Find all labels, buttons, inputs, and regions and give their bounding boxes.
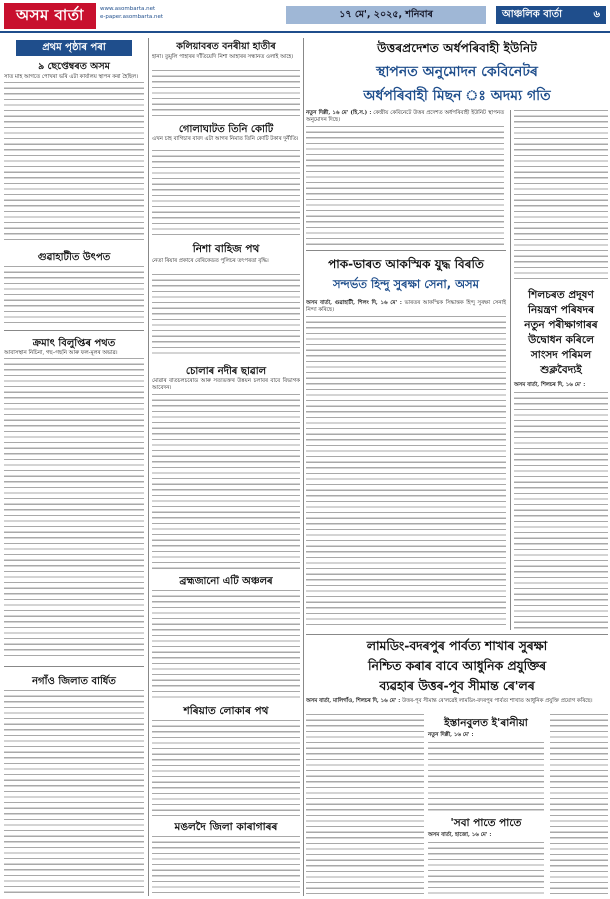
column-divider [303, 38, 304, 896]
banner-text: প্ৰথম পৃষ্ঠাৰ পৰা [42, 41, 106, 53]
headline-2-line-1[interactable]: পাক-ভাৰত আকস্মিক যুদ্ধ বিৰতি [328, 257, 484, 271]
story-4-body [4, 690, 144, 894]
headline-3-line-2[interactable]: নিশ্চিত কৰাৰ বাবে আধুনিক প্ৰযুক্তিৰ [367, 659, 547, 673]
headline-3-line-1[interactable]: লামডিং-বদৰপুৰ পাৰ্বত্য শাখাৰ সুৰক্ষা [366, 639, 548, 653]
story-tea-lead: মোৱাৰ বাতচলচৰোড আৰু সত্যভক্তৰ উন্নয়ন চলাবৰ বাবে বিভাগক আবেদন। [152, 378, 300, 392]
side-title-3[interactable]: নতুন পৰীক্ষাগাৰৰ [524, 319, 598, 331]
divider [4, 666, 144, 667]
epaper-url[interactable]: e-paper.asombarta.net [100, 14, 163, 20]
headline-1-line-2[interactable]: স্থাপনত অনুমোদন কেবিনেটৰ [376, 64, 538, 80]
headline-5[interactable]: 'সবা পাতে পাতে [450, 817, 522, 829]
story-1-lead: সাত মাহ আগতে পোখৰা ভৰি এটা কাৰ্যালয় স্থাপন কৰা হৈছিল। [4, 74, 139, 80]
story-2-dateline [306, 300, 506, 315]
divider [306, 250, 506, 251]
left-column [4, 38, 144, 896]
headline-2-body [306, 316, 506, 628]
story-3-body [4, 358, 144, 660]
story-tea-body [152, 394, 300, 570]
website-links [100, 5, 163, 21]
right-area [306, 38, 608, 896]
story-1-title[interactable]: ৯ ছেপ্তেম্বৰত অসম [38, 61, 110, 72]
side-title-5[interactable]: সাংসদ পৰিমল [530, 349, 592, 361]
headline-1-line-1[interactable]: উত্তৰপ্ৰদেশত অৰ্ধপৰিবাহী ইউনিট [377, 41, 537, 55]
lead-3: উত্তৰ-পূব সীমান্ত ৰে'লৱেই লামডিং-বদৰপুৰ পাৰ্বত্য শাখাত আধুনিক প্ৰযুক্তি প্ৰয়োগ কৰিছে। [401, 698, 593, 704]
story-1-dateline [306, 110, 504, 125]
story-1-body [4, 82, 144, 244]
dateline-1: নতুন দিল্লী, ১৬ মে' (হি.স.) : [306, 110, 372, 116]
divider [4, 330, 144, 331]
lead-2: ভাৰতৰ আকস্মিক সিদ্ধান্তক হিন্দু সুৰক্ষা সেনাই নিন্দা কৰিছে। [306, 300, 506, 314]
headline-4-body [428, 742, 544, 812]
website-url[interactable]: www.asombarta.net [100, 6, 156, 12]
side-title-2[interactable]: নিয়ন্ত্ৰণ পৰিষদৰ [527, 304, 594, 316]
story-3-lead: আবাসস্থান নিচিনা, গছ–গছনি আৰু ফল-মূলৰ অভাৱ। [4, 350, 118, 356]
banner-continued [16, 40, 132, 56]
headline-3-line-3[interactable]: ব্যৱহাৰ উত্তৰ-পূব সীমান্ত ৰে'লৰ [379, 679, 535, 693]
story-night-lead: নেতা ৰিয়াৰ প্ৰকাৰে বেৰিকেডত পুলিচৰ তৎপৰতা বৃদ্ধি। [152, 258, 269, 264]
side-title-4[interactable]: উদ্বোধন কৰিলে [528, 334, 594, 346]
story-night-title[interactable]: নিশা বাহিজ পথ [192, 243, 260, 255]
story-path-body [152, 720, 300, 816]
story-gas-title[interactable]: গোলাঘাটত তিনি কোটি [178, 124, 274, 135]
newspaper-logo[interactable] [4, 3, 96, 29]
story-4-title[interactable]: নগাঁও জিলাত বাৰ্ধিত [32, 676, 116, 687]
dateline-2: অসম বাৰ্তা, গুৱাহাটী, শিলং দি, ১৬ মে' : [306, 300, 402, 306]
story-3-title[interactable]: ক্ৰমাৎ বিলুপ্তিৰ পথত [32, 338, 116, 349]
section-tag [496, 6, 606, 24]
page-number: ৬ [593, 8, 600, 20]
column-divider [510, 110, 511, 630]
headline-3-body [306, 714, 424, 894]
headline-4[interactable]: ইস্তানবুলত ই'ৰানীয়া [444, 717, 528, 729]
story-2-title[interactable]: গুৱাহাটীত উৎপত [37, 252, 111, 263]
masthead [0, 0, 610, 36]
masthead-rule [0, 31, 610, 33]
story-2-body [4, 266, 144, 324]
headline-1-body [306, 126, 504, 246]
lead-5: অসম বাৰ্তা, হাজো, ১৬ মে' : [428, 832, 492, 838]
headline-1-line-3[interactable]: অৰ্ধপৰিবাহী মিছন ঃ অদম্য গতি [363, 88, 551, 104]
story-path-title[interactable]: শৰিয়াত লোকাৰ পথ [183, 705, 269, 717]
story-jail-body [152, 836, 300, 894]
side-top-body [514, 110, 608, 282]
story-brahma-title[interactable]: ব্ৰহ্মজানো এটি অঞ্চলৰ [179, 576, 273, 587]
headline-5-body [428, 842, 544, 894]
lead-1: কেন্দ্ৰীয় কেবিনেটে উত্তৰ প্ৰদেশত অৰ্ধপৰিবাহী ইউনিট স্থাপনত অনুমোদন দিছে। [306, 110, 504, 124]
section-name: আঞ্চলিক বাৰ্তা [502, 8, 563, 20]
date-line: ১৭ মে', ২০২৫, শনিবাৰ [286, 6, 486, 24]
dateline-3: অসম বাৰ্তা, মালিগাঁও, শিলচৰ দি, ১৬ মে' : [306, 698, 401, 704]
story-jail-title[interactable]: মঙলদৈ জিলা কাৰাগাৰৰ [174, 821, 278, 833]
lead-4: নতুন দিল্লী, ১৬ মে' : [428, 732, 474, 738]
side-dateline: অসম বাৰ্তা, শিলচৰ দি, ১৬ মে' : [514, 382, 586, 388]
divider [306, 634, 608, 635]
story-night-body [152, 274, 300, 358]
story-elephant-body [152, 70, 300, 118]
story-tea-title[interactable]: চোলাৰ নদীৰ ছাৱাল [185, 366, 267, 377]
headline-2-line-2[interactable]: সন্দৰ্ভত হিন্দু সুৰক্ষা সেনা, অসম [332, 277, 480, 291]
story-brahma-body [152, 590, 300, 700]
story-gas-body [152, 150, 300, 236]
side-title-6[interactable]: শুক্লবৈদ্যই [540, 364, 582, 376]
column-divider [148, 38, 149, 896]
center-column [152, 38, 300, 896]
story-elephant-lead: হানা। তুমুলি পাহাৰৰ দাঁতিয়েদি নিশা আহাৰৰ সন্ধানত ওলাই আহে। [152, 54, 294, 60]
headline-3-body-cont [550, 714, 608, 894]
side-title-1[interactable]: শিলচৰত প্ৰদূষণ [528, 289, 594, 301]
logo-text: অসম বাৰ্তা [16, 5, 84, 24]
story-3-dateline [306, 698, 608, 705]
story-gas-lead: এখন চাহ বাগিচাৰ বাবদ এটা আগৰ নিমাত তিনি কোটি টকাৰ দুৰ্নীতি। [152, 136, 299, 142]
story-elephant-title[interactable]: কলিয়াবৰত বনৰীয়া হাতীৰ [176, 41, 276, 52]
side-body [514, 392, 608, 630]
